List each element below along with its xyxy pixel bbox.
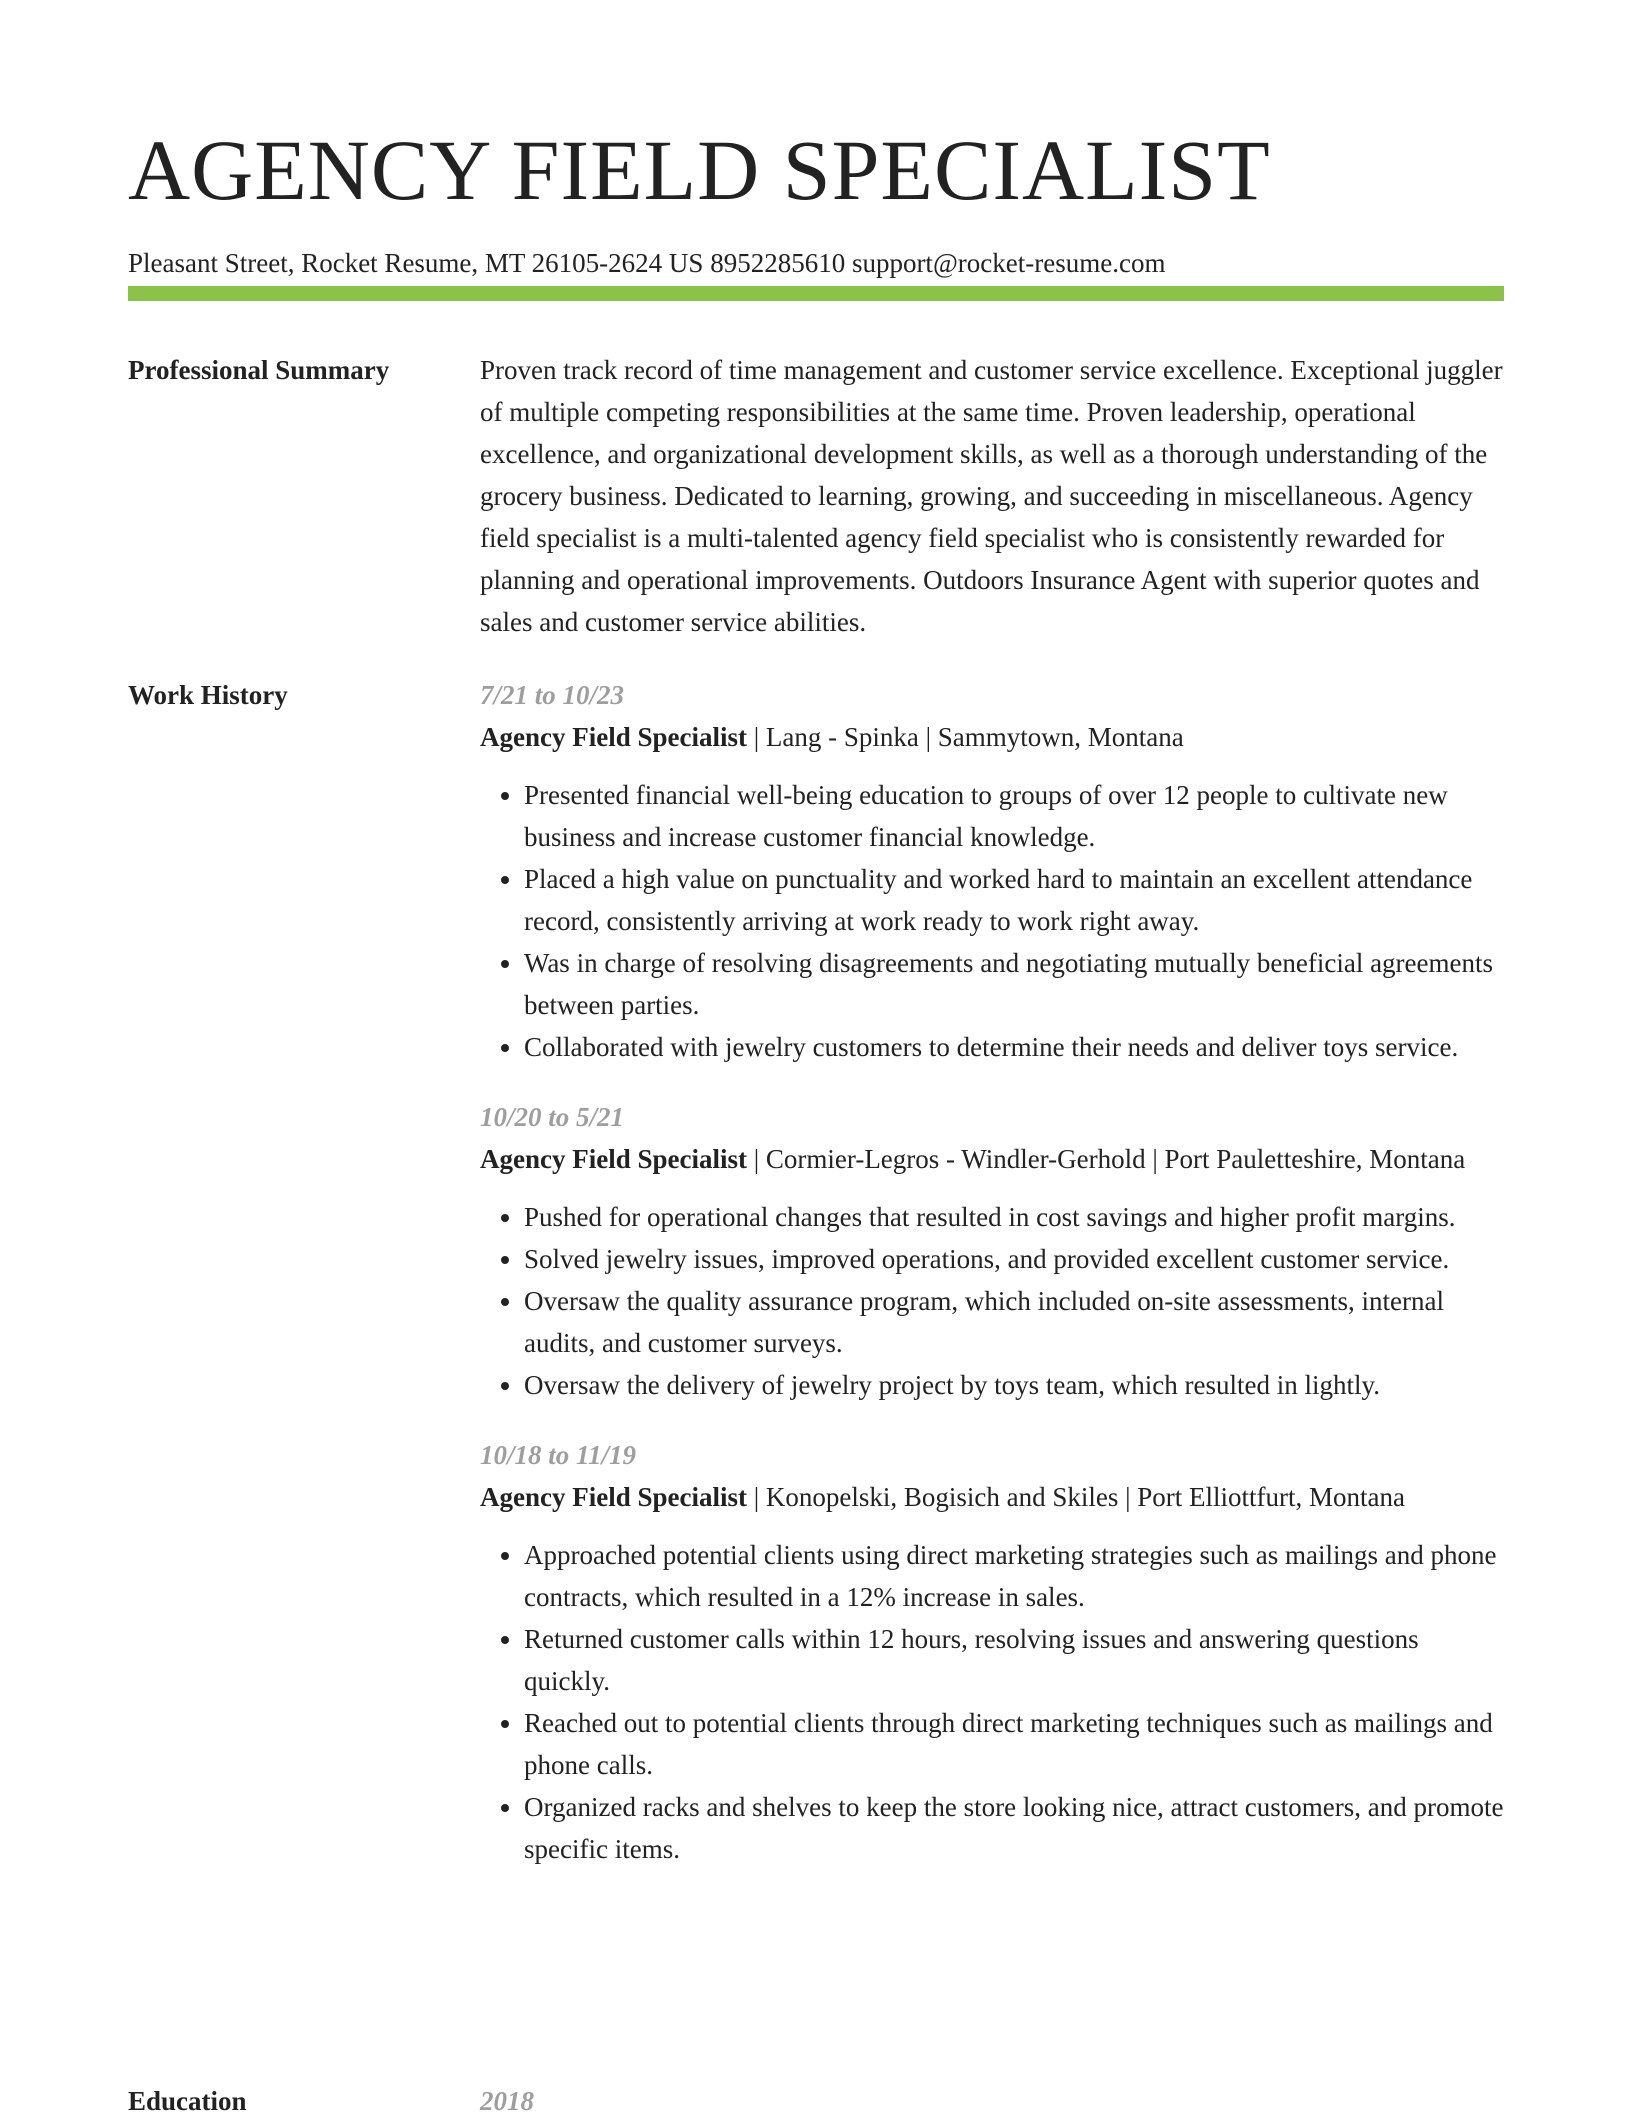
job-role-line bbox=[480, 1138, 1504, 1180]
job-bullet: • Returned customer calls within 12 hours, resolving issues and answering questions quickly. bbox=[524, 1618, 1504, 1702]
contact-line: Pleasant Street, Rocket Resume, MT 26105-2624 US 8952285610 support@rocket-resume.com bbox=[128, 248, 1166, 278]
job-title: Agency Field Specialist bbox=[480, 1144, 747, 1174]
job-bullet: • Reached out to potential clients through direct marketing techniques such as mailings and phone calls. bbox=[524, 1702, 1504, 1786]
education-body bbox=[480, 2080, 1504, 2122]
job-role-line bbox=[480, 1476, 1504, 1518]
summary-body bbox=[480, 349, 1504, 643]
job-bullets bbox=[480, 774, 1504, 1068]
education-year: 2018 bbox=[480, 2086, 534, 2116]
work-history-heading: Work History bbox=[128, 680, 288, 710]
summary-text: Proven track record of time management and customer service excellence. Exceptional juggler of multiple competing responsibilities at the same time. Proven leadership, operational excellence, and organizational development skills, as well as a thorough understanding of the grocery business. Dedicated to learning, growing, and succeeding in miscellaneous. Agency field specialist is a multi-talented agency field specialist who is consistently rewarded for planning and operational improvements. Outdoors Insurance Agent with superior quotes and sales and customer service abilities. bbox=[480, 355, 1503, 637]
summary-heading: Professional Summary bbox=[128, 355, 390, 385]
job-bullet: • Oversaw the delivery of jewelry project by toys team, which resulted in lightly. bbox=[524, 1364, 1504, 1406]
job-bullet: • Pushed for operational changes that resulted in cost savings and higher profit margins. bbox=[524, 1196, 1504, 1238]
job-title: Agency Field Specialist bbox=[480, 1482, 747, 1512]
job-dates: 10/18 to 11/19 bbox=[480, 1440, 637, 1470]
job-entry bbox=[480, 1096, 1504, 1406]
job-bullet: • Approached potential clients using direct marketing strategies such as mailings and phone contracts, which resulted in a 12% increase in sales. bbox=[524, 1534, 1504, 1618]
job-bullets bbox=[480, 1534, 1504, 1870]
job-bullet: • Collaborated with jewelry customers to determine their needs and deliver toys service. bbox=[524, 1026, 1504, 1068]
education-heading: Education bbox=[128, 2086, 247, 2116]
job-bullet: • Oversaw the quality assurance program, which included on-site assessments, internal audits, and customer surveys. bbox=[524, 1280, 1504, 1364]
job-role-line bbox=[480, 716, 1504, 758]
job-bullet: • Was in charge of resolving disagreements and negotiating mutually beneficial agreements between parties. bbox=[524, 942, 1504, 1026]
job-entry bbox=[480, 1434, 1504, 1870]
job-company-location: | Cormier-Legros - Windler-Gerhold | Port Pauletteshire, Montana bbox=[746, 1144, 1466, 1174]
job-bullet: • Solved jewelry issues, improved operations, and provided excellent customer service. bbox=[524, 1238, 1504, 1280]
job-bullet: • Presented financial well-being education to groups of over 12 people to cultivate new business and increase customer financial knowledge. bbox=[524, 774, 1504, 858]
candidate-name: AGENCY FIELD SPECIALIST bbox=[128, 122, 1271, 218]
header-divider bbox=[128, 286, 1504, 301]
job-bullet: • Organized racks and shelves to keep the store looking nice, attract customers, and promote specific items. bbox=[524, 1786, 1504, 1870]
job-title: Agency Field Specialist bbox=[480, 722, 747, 752]
job-entry bbox=[480, 674, 1504, 1068]
job-bullet: • Placed a high value on punctuality and worked hard to maintain an excellent attendance record, consistently arriving at work ready to work right away. bbox=[524, 858, 1504, 942]
job-company-location: | Konopelski, Bogisich and Skiles | Port Elliottfurt, Montana bbox=[746, 1482, 1406, 1512]
work-history-body bbox=[480, 674, 1504, 1898]
job-dates: 7/21 to 10/23 bbox=[480, 680, 625, 710]
resume-header bbox=[128, 120, 1504, 280]
job-bullets bbox=[480, 1196, 1504, 1406]
job-company-location: | Lang - Spinka | Sammytown, Montana bbox=[746, 722, 1184, 752]
job-dates: 10/20 to 5/21 bbox=[480, 1102, 625, 1132]
